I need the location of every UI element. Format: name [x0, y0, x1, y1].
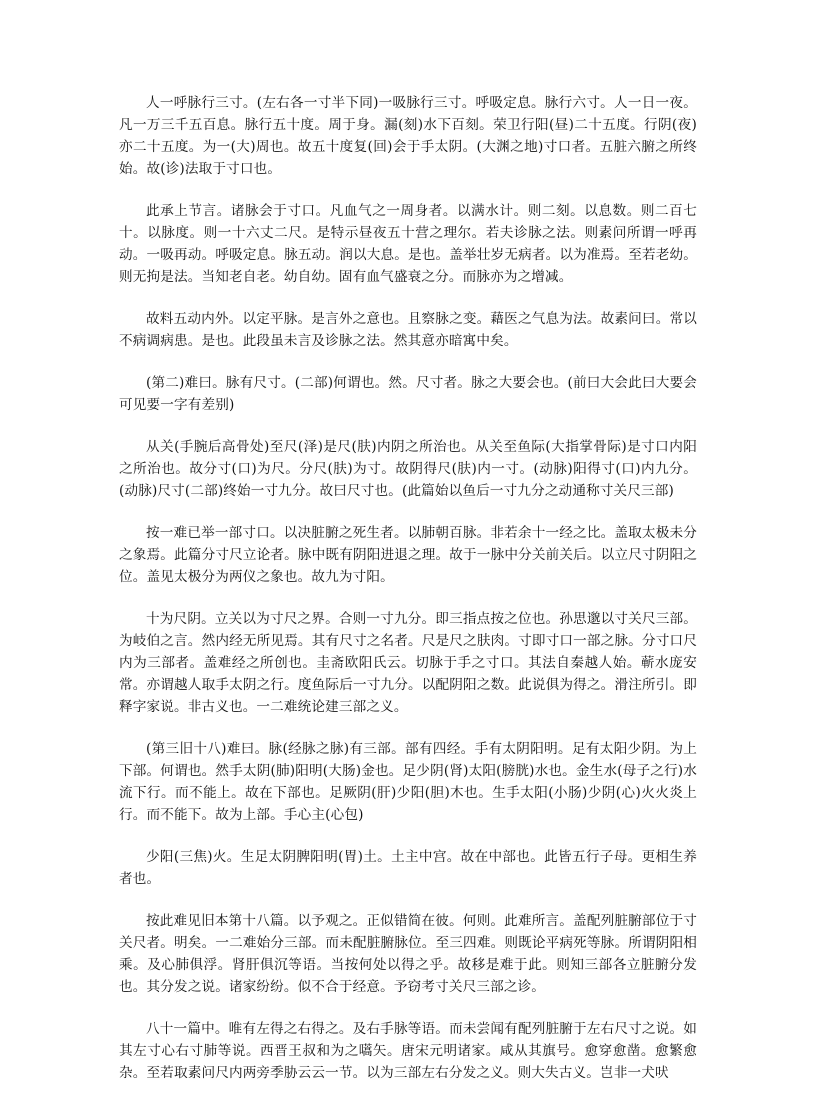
paragraph-4: (第二)难曰。脉有尺寸。(二部)何谓也。然。尺寸者。脉之大要会也。(前曰大会此曰大要会可见要一字有差别): [119, 375, 697, 413]
paragraph-1: 人一呼脉行三寸。(左右各一寸半下同)一吸脉行三寸。呼吸定息。脉行六寸。人一日一夜。凡一万三千五百息。脉行五十度。周于身。漏(刻)水下百刻。荣卫行阳(昼)二十五度。行阴(夜)亦二十五度。为一(大)周也。故五十度复(回)会于手太阴。(大渊之地)寸口者。五脏六腑之所终始。故(诊)法取于寸口也。: [119, 95, 697, 177]
paragraph-9: 少阳(三焦)火。生足太阴脾阳明(胃)土。土主中宫。故在中部也。此皆五行子母。更相生养者也。: [119, 849, 697, 887]
paragraph-5: 从关(手腕后高骨处)至尺(泽)是尺(肤)内阴之所治也。从关至鱼际(大指掌骨际)是寸口内阳之所治也。故分寸(口)为尺。分尺(肤)为寸。故阴得尺(肤)内一寸。(动脉)阳得寸(口)内九分。(动脉)尺寸(二部)终始一寸九分。故曰尺寸也。(此篇始以鱼后一寸九分之动通称寸关尺三部): [119, 439, 697, 499]
paragraph-6: 按一难已举一部寸口。以决脏腑之死生者。以肺朝百脉。非若余十一经之比。盖取太极未分之象焉。此篇分寸尺立论者。脉中既有阴阳进退之理。故于一脉中分关前关后。以立尺寸阴阳之位。盖见太极分为两仪之象也。故九为寸阳。: [119, 525, 697, 585]
paragraph-8: (第三旧十八)难曰。脉(经脉之脉)有三部。部有四经。手有太阴阳明。足有太阳少阴。为上下部。何谓也。然手太阴(肺)阳明(大肠)金也。足少阴(肾)太阳(膀胱)水也。金生水(母子之行)水流下行。而不能上。故在下部也。足厥阴(肝)少阳(胆)木也。生手太阳(小肠)少阴(心)火火炎上行。而不能下。故为上部。手心主(心包): [119, 741, 697, 823]
paragraph-2: 此承上节言。诸脉会于寸口。凡血气之一周身者。以满水计。则二刻。以息数。则二百七十。以脉度。则一十六丈二尺。是特示昼夜五十营之理尔。若夫诊脉之法。则素问所谓一呼再动。一吸再动。呼吸定息。脉五动。润以大息。是也。盖举壮岁无病者。以为准焉。至若老幼。则无拘是法。当知老自老。幼自幼。固有血气盛衰之分。而脉亦为之增减。: [119, 203, 697, 285]
paragraph-10: 按此难见旧本第十八篇。以予观之。正似错简在彼。何则。此难所言。盖配列脏腑部位于寸关尺者。明矣。一二难始分三部。而未配脏腑脉位。至三四难。则既论平病死等脉。所谓阴阳相乘。及心肺俱浮。肾肝俱沉等语。当按何处以得之乎。故移是难于此。则知三部各立脏腑分发也。其分发之说。诸家纷纷。似不合于经意。予窃考寸关尺三部之诊。: [119, 913, 697, 995]
paragraph-11: 八十一篇中。唯有左得之右得之。及右手脉等语。而未尝闻有配列脏腑于左右尺寸之说。如其左寸心右寸肺等说。西晋王叔和为之嚆矢。唐宋元明诸家。咸从其旗号。愈穿愈凿。愈繁愈杂。至若取素问尺内两旁季胁云云一节。以为三部左右分发之义。则大失古义。岂非一犬吠: [119, 1021, 697, 1081]
paragraph-3: 故料五动内外。以定平脉。是言外之意也。且察脉之变。藉医之气息为法。故素问曰。常以不病调病患。是也。此段虽未言及诊脉之法。然其意亦暗寓中矣。: [119, 311, 697, 349]
paragraph-7: 十为尺阴。立关以为寸尺之界。合则一寸九分。即三指点按之位也。孙思邈以寸关尺三部。为岐伯之言。然内经无所见焉。其有尺寸之名者。尺是尺之肤肉。寸即寸口一部之脉。分寸口尺内为三部者。盖难经之所创也。圭斋欧阳氏云。切脉于手之寸口。其法自秦越人始。蕲水庞安常。亦谓越人取手太阴之行。度鱼际后一寸九分。以配阴阳之数。此说俱为得之。滑注所引。即释字家说。非古义也。一二难统论建三部之义。: [119, 611, 697, 715]
document-page: [119, 92, 697, 1104]
